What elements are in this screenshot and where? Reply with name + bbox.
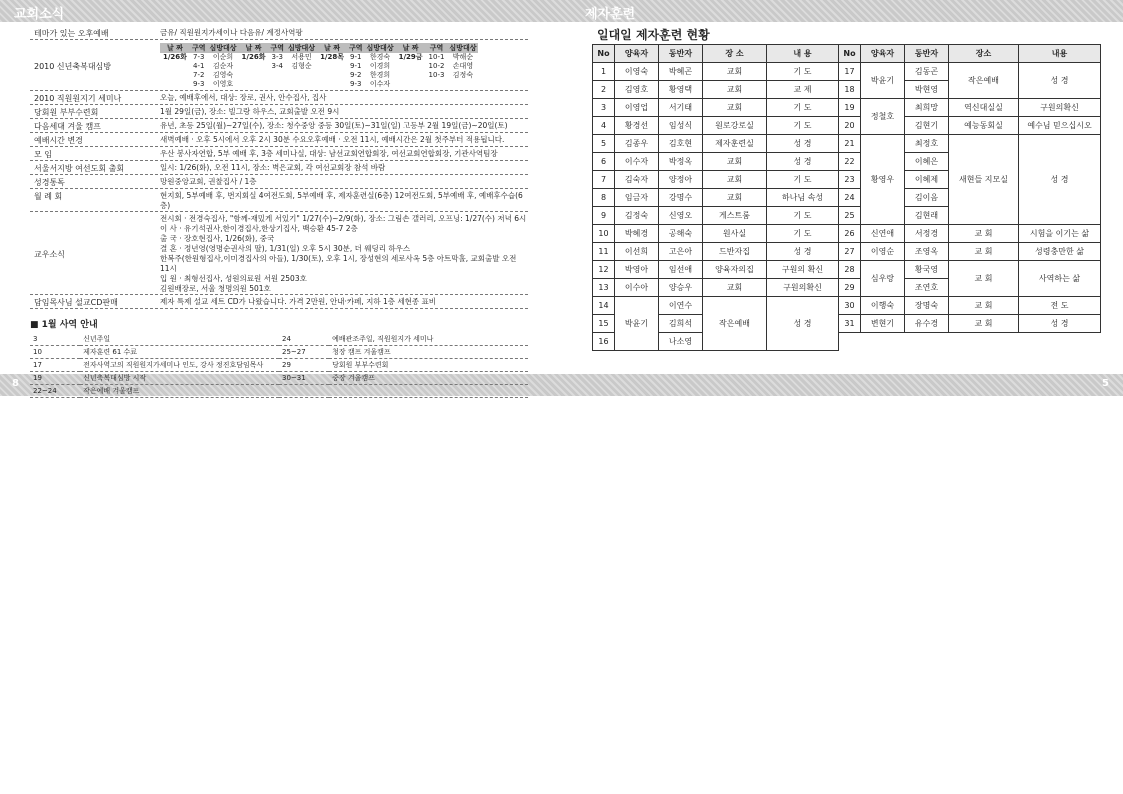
schedule-cell	[396, 71, 426, 80]
col-header: 양육자	[615, 45, 659, 63]
calendar-row	[30, 372, 528, 385]
empty-cell	[839, 333, 1101, 351]
cell-partner: 공해숙	[659, 225, 703, 243]
col-header: 장 소	[703, 45, 767, 63]
news-text: 일시: 1/26(화), 오전 11시, 장소: 벽은교회, 각 여선교회장 참석 바람	[160, 163, 386, 172]
cell-no: 10	[593, 225, 615, 243]
news-row	[30, 161, 528, 175]
cell-partner: 최정호	[905, 135, 949, 153]
calendar-row	[30, 359, 528, 372]
schedule-cell: 이경희	[369, 62, 391, 70]
schedule-cell	[286, 80, 317, 89]
schedule-cell: 4-1	[192, 62, 205, 70]
schedule-header: 구역	[270, 44, 284, 52]
news-row	[30, 295, 528, 309]
cell-content: 기 도	[767, 225, 839, 243]
col-header: 장소	[949, 45, 1019, 63]
table-row	[593, 243, 1101, 261]
schedule-cell: 김영숙	[212, 71, 234, 79]
cell-place: 교회	[703, 81, 767, 99]
cell-place: 작은예배	[949, 63, 1019, 99]
schedule-cell: 9-2	[350, 71, 362, 79]
cell-partner: 김현래	[905, 207, 949, 225]
col-header: No	[839, 45, 861, 63]
schedule-header: 날 짜	[239, 43, 269, 53]
news-row-members	[30, 212, 528, 295]
news-row	[30, 119, 528, 133]
member-news-line: 한복주(한원형집사,이미경집사의 아들), 1/30(토), 오후 1시, 장성현의 세로사옥 5층 아트막홀, 교회출발 오전 11시	[160, 254, 517, 273]
cell-place: 교회	[703, 153, 767, 171]
cell-mentor: 이행숙	[861, 297, 905, 315]
schedule-cell	[239, 80, 269, 89]
cell-place: 교회	[703, 63, 767, 81]
schedule-header: 구역	[191, 44, 206, 52]
news-label: 예배시간 변경	[34, 136, 83, 145]
cell-no: 31	[839, 315, 861, 333]
cell-no: 2	[593, 81, 615, 99]
schedule-cell: 10-1	[428, 53, 445, 61]
cell-partner: 박혜곤	[659, 63, 703, 81]
table-row	[593, 333, 1101, 351]
calendar-row	[30, 385, 528, 398]
cell-partner: 박정옥	[659, 153, 703, 171]
cell-mentor: 김영호	[615, 81, 659, 99]
member-news-line: 출 국 · 장호현집사, 1/26(화), 중국	[160, 234, 275, 243]
cell-no: 27	[839, 243, 861, 261]
cell-mentor: 정철호	[861, 99, 905, 135]
left-page-number: 8	[12, 378, 19, 389]
col-header: 내용	[1019, 45, 1101, 63]
cell-partner: 고은아	[659, 243, 703, 261]
cell-partner: 양정아	[659, 171, 703, 189]
news-row	[30, 147, 528, 161]
calendar-row	[30, 346, 528, 359]
news-label: 테마가 있는 오후예배	[34, 29, 109, 38]
calendar-event	[329, 385, 528, 398]
cell-mentor: 김정숙	[615, 207, 659, 225]
schedule-header: 구역	[349, 44, 363, 52]
member-news-line: 결 혼 · 정년영(영명순권사의 딸), 1/31(일) 오후 5시 30분, 더 웨딩리 하우스	[160, 244, 411, 253]
schedule-cell	[160, 71, 190, 80]
church-news-page	[30, 26, 528, 398]
schedule-cell: 김정숙	[452, 71, 474, 79]
news-label: 교우소식	[34, 249, 65, 259]
discipleship-table	[592, 44, 1101, 351]
cell-place: 교회	[703, 171, 767, 189]
schedule-cell: 한경희	[369, 71, 391, 79]
cell-no: 13	[593, 279, 615, 297]
schedule-cell: 이순희	[212, 53, 234, 61]
header-band	[0, 0, 1123, 22]
news-text: 제자 특제 설교 세트 CD가 나왔습니다. 가격 2만원, 안내·카페, 지하 1층 세현종 표비	[160, 297, 437, 306]
calendar-event: 중장 겨울캠프	[329, 372, 528, 385]
cell-content: 사역하는 삶	[1019, 261, 1101, 297]
cell-partner: 황국영	[905, 261, 949, 279]
news-label: 성경통독	[34, 178, 65, 187]
left-section-title: 교회소식	[14, 7, 65, 22]
cell-partner: 이연수	[659, 297, 703, 315]
member-news-line: 김원배장로, 서울 청명의원 501호	[160, 284, 271, 293]
cell-content: 구원의 확신	[767, 261, 839, 279]
news-text: 현지회, 5부예배 후, 번지회실 4여전도회, 5부예배 후, 제자훈련실(6층) 12여전도회, 5부예배 후, 예배후수습(6층)	[160, 191, 523, 210]
cell-no: 24	[839, 189, 861, 207]
cell-partner: 김호현	[659, 135, 703, 153]
cell-place: 원사실	[703, 225, 767, 243]
cell-no: 1	[593, 63, 615, 81]
cell-mentor: 박혜경	[615, 225, 659, 243]
news-text: 1월 29일(금), 장소: 빌그랑 하우스, 교회출발 오전 9시	[160, 107, 340, 116]
calendar-event: 예배관조주일, 직원원지가 세미나	[329, 333, 528, 346]
table-row	[593, 63, 1101, 81]
cell-mentor: 이영순	[861, 243, 905, 261]
cell-partner: 김이음	[905, 189, 949, 207]
table-row	[593, 135, 1101, 153]
schedule-cell: 10-3	[428, 71, 445, 79]
cell-partner: 서정경	[905, 225, 949, 243]
news-text: 오늘, 예배후에서, 대상: 장로, 권사, 안수집사, 집사	[160, 93, 327, 102]
schedule-cell: 3-3	[271, 53, 283, 61]
cell-partner: 나소영	[659, 333, 703, 351]
cell-mentor: 황경선	[615, 117, 659, 135]
news-text: 망원중앙교회, 권찰집사 / 1층	[160, 177, 257, 186]
news-row-visitation	[30, 40, 528, 91]
member-news-line: 입 원 · 최형선집사, 성원의료원 서원 2503호	[160, 274, 307, 283]
cell-partner: 임선애	[659, 261, 703, 279]
cell-no: 3	[593, 99, 615, 117]
schedule-cell: 7-2	[192, 71, 205, 79]
schedule-row	[160, 71, 478, 80]
schedule-cell: 박해순	[452, 53, 474, 61]
news-label: 다음세대 겨울 캠프	[34, 122, 101, 131]
cell-mentor: 변현기	[861, 315, 905, 333]
calendar-date	[279, 385, 329, 398]
schedule-cell: 1/29금	[398, 53, 423, 61]
schedule-cell: 9-3	[350, 80, 362, 88]
cell-mentor: 김종우	[615, 135, 659, 153]
calendar-event: 전자사역고의 직원원지가세미나 인도, 강사 정진호담임목사	[80, 359, 279, 372]
news-label: 2010 신년축복대심방	[34, 61, 111, 71]
cell-content: 성 경	[767, 243, 839, 261]
cell-mentor: 임금자	[615, 189, 659, 207]
schedule-cell	[160, 80, 190, 89]
schedule-cell: 1/26화	[241, 53, 266, 61]
cell-no: 19	[839, 99, 861, 117]
schedule-cell	[426, 80, 448, 89]
cell-place: 교회	[703, 99, 767, 117]
news-text: 유년, 초등 25일(월)~27일(수), 장소: 청수중앙 중등 30일(토)~31일(일) 고등부 2월 19일(금)~20일(토)	[160, 121, 508, 130]
cell-place: 교 회	[949, 243, 1019, 261]
schedule-cell	[317, 62, 347, 71]
schedule-header: 심방대상	[209, 44, 237, 52]
news-label: 당회원 부부수련회	[34, 108, 99, 117]
cell-partner: 신영오	[659, 207, 703, 225]
cell-no: 12	[593, 261, 615, 279]
cell-no: 15	[593, 315, 615, 333]
cell-no: 21	[839, 135, 861, 153]
news-label: 담임목사님 설교CD판매	[34, 298, 118, 307]
cell-mentor: 박윤기	[615, 297, 659, 351]
cell-place: 교 회	[949, 297, 1019, 315]
calendar-date: 24	[279, 333, 329, 346]
cell-partner: 이혜은	[905, 153, 949, 171]
cell-no: 30	[839, 297, 861, 315]
news-label: 모 임	[34, 150, 52, 159]
cell-partner: 박현영	[905, 81, 949, 99]
cell-place: 교회	[703, 279, 767, 297]
cell-content: 하나님 속성	[767, 189, 839, 207]
schedule-header: 날 짜	[317, 43, 347, 53]
schedule-cell: 9-3	[192, 80, 205, 88]
cell-content: 성 경	[767, 135, 839, 153]
cell-no: 9	[593, 207, 615, 225]
calendar-date: 22~24	[30, 385, 80, 398]
schedule-cell	[268, 80, 286, 89]
schedule-header-row	[160, 43, 478, 53]
cell-place: 예능동회실	[949, 117, 1019, 135]
cell-mentor: 이선희	[615, 243, 659, 261]
calendar-event: 신년축복대심방 시작	[80, 372, 279, 385]
cell-no: 7	[593, 171, 615, 189]
col-header: 동반자	[905, 45, 949, 63]
table-row	[593, 261, 1101, 279]
cell-mentor: 박윤기	[861, 63, 905, 99]
cell-content: 성 경	[1019, 315, 1101, 333]
cell-no: 18	[839, 81, 861, 99]
cell-no: 22	[839, 153, 861, 171]
col-header: 동반자	[659, 45, 703, 63]
schedule-cell	[396, 62, 426, 71]
schedule-row	[160, 62, 478, 71]
cell-no: 25	[839, 207, 861, 225]
table-header-row	[593, 45, 1101, 63]
schedule-cell: 한경숙	[369, 53, 391, 61]
cell-partner: 황영택	[659, 81, 703, 99]
schedule-cell	[268, 71, 286, 80]
news-text: 새벽예배 · 오후 5시에서 오후 2시 30분 수요오후예배 · 오전 11시, 예배시간은 2월 첫주부터 적용됩니다.	[160, 135, 505, 144]
cell-no: 28	[839, 261, 861, 279]
schedule-header: 날 짜	[160, 43, 190, 53]
cell-no: 23	[839, 171, 861, 189]
schedule-header: 심방대상	[288, 44, 316, 52]
table-row	[593, 99, 1101, 117]
cell-content: 기 도	[767, 207, 839, 225]
cell-partner: 김현기	[905, 117, 949, 135]
cell-mentor: 이영업	[615, 99, 659, 117]
cell-partner: 서기태	[659, 99, 703, 117]
col-header: 양육자	[861, 45, 905, 63]
calendar-date: 17	[30, 359, 80, 372]
schedule-cell	[239, 62, 269, 71]
cell-no: 4	[593, 117, 615, 135]
cell-no: 8	[593, 189, 615, 207]
calendar-title: ■ 1월 사역 안내	[30, 320, 98, 330]
cell-partner: 김동곤	[905, 63, 949, 81]
cell-content: 시험을 이기는 삶	[1019, 225, 1101, 243]
cell-content: 성 경	[1019, 63, 1101, 99]
cell-partner: 장명숙	[905, 297, 949, 315]
calendar-date: 19	[30, 372, 80, 385]
news-row	[30, 26, 528, 40]
schedule-header: 심방대상	[449, 44, 477, 52]
schedule-cell	[317, 71, 347, 80]
schedule-cell: 손대영	[452, 62, 474, 70]
cell-place: 교 회	[949, 315, 1019, 333]
cell-place: 제자훈련실	[703, 135, 767, 153]
cell-partner: 최희망	[905, 99, 949, 117]
cell-partner: 이혜제	[905, 171, 949, 189]
schedule-cell: 7-3	[192, 53, 205, 61]
cell-no: 29	[839, 279, 861, 297]
cell-place: 게스트룸	[703, 207, 767, 225]
cell-content: 기 도	[767, 171, 839, 189]
cell-partner: 조연호	[905, 279, 949, 297]
cell-no: 17	[839, 63, 861, 81]
cell-mentor: 박영아	[615, 261, 659, 279]
schedule-header: 구역	[426, 43, 448, 53]
cell-partner: 김희석	[659, 315, 703, 333]
schedule-cell	[447, 80, 478, 89]
cell-no: 26	[839, 225, 861, 243]
cell-content: 성 경	[767, 153, 839, 171]
news-label: 서울서지방 여선도회 출회	[34, 164, 125, 173]
schedule-cell: 9-1	[350, 53, 362, 61]
schedule-cell: 서용민	[291, 53, 312, 61]
member-news-line: 전시회 · 전경숙집사, "함께-재밌게 서있기" 1/27(수)~2/9(화), 장소: 그림손 갤러리, 오프닝: 1/27(수) 저녁 6시	[160, 214, 527, 223]
cell-no: 11	[593, 243, 615, 261]
calendar-date: 10	[30, 346, 80, 359]
calendar-date: 3	[30, 333, 80, 346]
news-row	[30, 105, 528, 119]
cell-content: 구원의확신	[767, 279, 839, 297]
calendar-event: 신년주일	[80, 333, 279, 346]
cell-mentor: 이수자	[615, 153, 659, 171]
news-row	[30, 175, 528, 189]
cell-no: 5	[593, 135, 615, 153]
calendar-event: 제자훈련 61 수료	[80, 346, 279, 359]
cell-content: 기 도	[767, 63, 839, 81]
news-label: 월 례 회	[34, 192, 63, 201]
news-row	[30, 133, 528, 147]
schedule-cell: 이영호	[212, 80, 234, 88]
cell-mentor: 심우랑	[861, 261, 905, 297]
schedule-cell: 3-4	[271, 62, 283, 70]
right-section-title: 제자훈련	[585, 7, 636, 22]
calendar-event: 당회원 부부수련회	[329, 359, 528, 372]
news-label: 2010 직원원지기 세미나	[34, 94, 122, 103]
cell-mentor: 황영우	[861, 135, 905, 225]
cell-place: 교회	[703, 189, 767, 207]
calendar-event: 작은예배 겨울캠프	[80, 385, 279, 398]
cell-partner: 강명수	[659, 189, 703, 207]
schedule-cell: 1/26화	[163, 53, 187, 61]
cell-mentor: 신연애	[861, 225, 905, 243]
schedule-row	[160, 53, 478, 62]
schedule-cell	[286, 71, 317, 80]
monthly-calendar-table	[30, 333, 528, 398]
calendar-date: 25~27	[279, 346, 329, 359]
cell-content: 전 도	[1019, 297, 1101, 315]
cell-content: 성령충만한 삶	[1019, 243, 1101, 261]
schedule-row	[160, 80, 478, 89]
table-row	[593, 117, 1101, 135]
schedule-cell	[239, 71, 269, 80]
schedule-cell: 10-2	[428, 62, 445, 70]
schedule-header: 심방대상	[366, 44, 394, 52]
cell-partner: 양승우	[659, 279, 703, 297]
cell-content: 성 경	[1019, 135, 1101, 225]
table-row	[593, 297, 1101, 315]
cell-mentor: 이수아	[615, 279, 659, 297]
table-row	[593, 225, 1101, 243]
col-header: 내 용	[767, 45, 839, 63]
cell-mentor: 이영숙	[615, 63, 659, 81]
cell-place: 새현들 지모실	[949, 135, 1019, 225]
schedule-cell: 김순자	[212, 62, 234, 70]
cell-place: 작은예배	[703, 297, 767, 351]
calendar-date: 30~31	[279, 372, 329, 385]
member-news-line: 이 사 · 유기석권사,한이경집사,한상기집사, 백승환 45-7 2층	[160, 224, 358, 233]
cell-partner: 유수경	[905, 315, 949, 333]
cell-no: 6	[593, 153, 615, 171]
table-row	[593, 315, 1101, 333]
news-row	[30, 189, 528, 212]
cell-place: 양육자의집	[703, 261, 767, 279]
cell-mentor: 김숙자	[615, 171, 659, 189]
schedule-cell: 9-1	[350, 62, 362, 70]
schedule-cell: 김형순	[291, 62, 312, 70]
cell-content: 구원의확신	[1019, 99, 1101, 117]
schedule-cell	[396, 80, 426, 89]
cell-partner: 조영옥	[905, 243, 949, 261]
calendar-date: 29	[279, 359, 329, 372]
cell-place: 역신대실실	[949, 99, 1019, 117]
schedule-cell	[317, 80, 347, 89]
right-page-number: 5	[1102, 378, 1109, 389]
visitation-schedule-table	[160, 43, 478, 89]
cell-partner: 임성식	[659, 117, 703, 135]
cell-place: 교 회	[949, 225, 1019, 243]
cell-content: 기 도	[767, 117, 839, 135]
cell-place: 원로강로실	[703, 117, 767, 135]
calendar-event: 청장 캠프 겨울캠프	[329, 346, 528, 359]
schedule-cell: 이수자	[369, 80, 391, 88]
cell-no: 16	[593, 333, 615, 351]
cell-place: 교 회	[949, 261, 1019, 297]
cell-place: 드반자집	[703, 243, 767, 261]
cell-content: 기 도	[767, 99, 839, 117]
discipleship-title: 일대일 제자훈련 현황	[597, 28, 710, 42]
news-row	[30, 91, 528, 105]
calendar-row	[30, 333, 528, 346]
news-text: 금유/ 직원원지가세이나 다음유/ 계정사역팡	[160, 28, 303, 37]
schedule-cell	[160, 62, 190, 71]
news-text: 우산 봉사자연합, 5부 예배 후, 3층 세미나실, 대상: 남선교회연합회장, 여선교회연합회장, 기관사역팀장	[160, 149, 498, 158]
cell-no: 14	[593, 297, 615, 315]
schedule-header: 날 짜	[396, 43, 426, 53]
cell-content: 성 경	[767, 297, 839, 351]
cell-content: 교 제	[767, 81, 839, 99]
cell-no: 20	[839, 117, 861, 135]
col-header: No	[593, 45, 615, 63]
schedule-cell: 1/28목	[320, 53, 344, 61]
cell-content: 예수님 믿으십시오	[1019, 117, 1101, 135]
